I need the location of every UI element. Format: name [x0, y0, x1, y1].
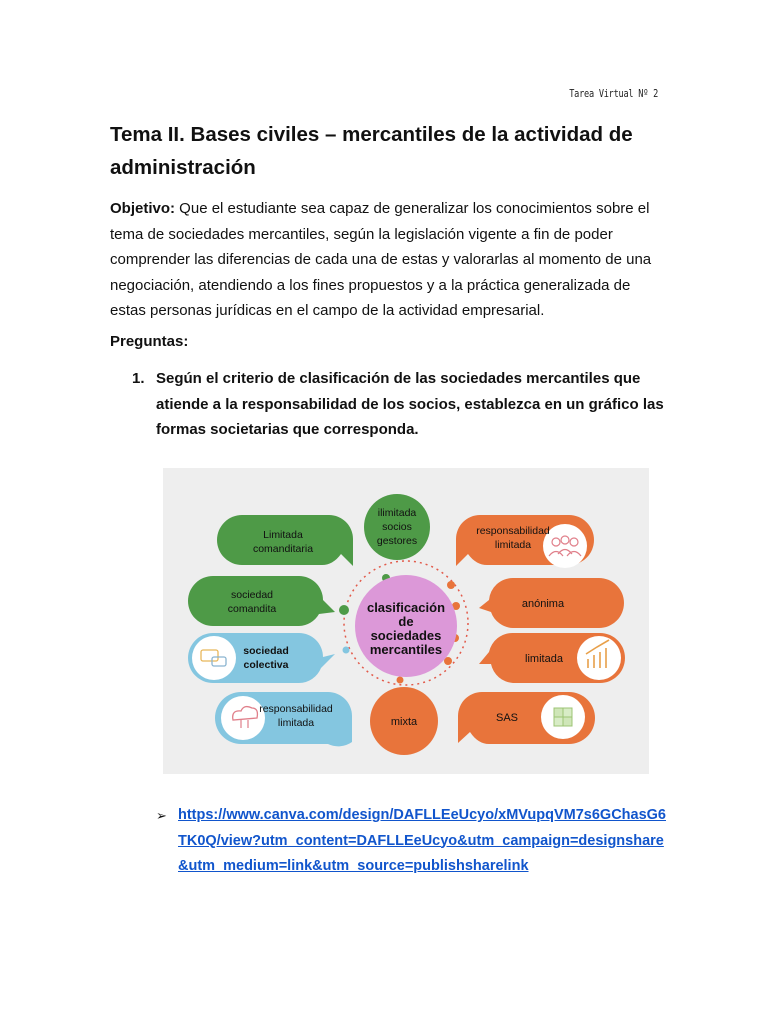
- canva-link-item: [156, 803, 666, 880]
- question-text: Según el criterio de clasificación de las sociedades mercantiles que atiende a la responsabilidad de los socios, establezca en un gráfico las formas societarias que corresponda.: [156, 370, 664, 438]
- objective-paragraph: [110, 196, 670, 324]
- center-label: de: [398, 614, 414, 629]
- questions-label: Preguntas:: [110, 333, 189, 350]
- puzzle-icon: [554, 717, 563, 726]
- left-bubble-2-label: sociedad: [230, 589, 274, 601]
- center-label: clasificación: [366, 600, 446, 615]
- left-bubble-2-label: comandita: [227, 603, 277, 615]
- left-bubble-3-icon-bg: [192, 636, 236, 680]
- right-bubble-1-label: limitada: [494, 539, 532, 551]
- right-bubble-3-icon-bg: [577, 636, 621, 680]
- top-bubble-label: socios: [382, 521, 412, 533]
- puzzle-icon: [563, 708, 572, 717]
- right-bubble-1-label: responsabilidad: [476, 525, 550, 537]
- left-bubble-3-label: colectiva: [243, 659, 289, 671]
- header-note: Tarea Virtual Nº 2: [569, 87, 658, 100]
- center-label: sociedades: [370, 628, 442, 643]
- objective-text: Que el estudiante sea capaz de generalizar los conocimientos sobre el tema de sociedades mercantiles, según la legislación vigente a fin de poder comprender las diferencias de cada una de estas y valorarlas al momento de una negociación, atendiendo a los fines propuestos y a la práctica generalizada de estas personas jurídicas en el campo de la actividad empresarial.: [110, 200, 652, 319]
- right-bubble-3-label: limitada: [525, 653, 563, 665]
- arrow-bullet-icon: ➢: [156, 808, 167, 823]
- page-title: Tema II. Bases civiles – mercantiles de la actividad de administración: [110, 123, 633, 179]
- left-bubble-2: [188, 576, 335, 626]
- question-number: 1.: [132, 370, 145, 387]
- right-bubble-2-label: anónima: [521, 598, 565, 610]
- bottom-bubble-label: mixta: [390, 716, 418, 728]
- ring-dot: [397, 677, 404, 684]
- left-bubble-4-label: limitada: [277, 717, 315, 729]
- ring-dot: [343, 647, 350, 654]
- left-bubble-1-label: Limitada: [263, 529, 303, 541]
- puzzle-icon: [563, 717, 572, 726]
- left-bubble-4-label: responsabilidad: [259, 703, 333, 715]
- classification-diagram: [163, 468, 649, 774]
- canva-design-link[interactable]: https://www.canva.com/design/DAFLLEeUcyo/xMVupqVM7s6GChasG6TK0Q/view?utm_content=DAFLLEeUcyo&utm_campaign=designshare&utm_medium=link&utm_source=publishsharelink: [178, 807, 666, 874]
- puzzle-icon: [554, 708, 563, 717]
- ring-dot: [339, 605, 349, 615]
- left-bubble-3-label: sociedad: [243, 645, 289, 657]
- ring-dot: [447, 581, 455, 589]
- objective-label: Objetivo:: [110, 200, 176, 217]
- top-bubble-label: ilimitada: [377, 507, 417, 519]
- left-bubble-1-label: comanditaria: [252, 543, 314, 555]
- question-item: [110, 366, 670, 443]
- center-label: mercantiles: [369, 642, 443, 657]
- top-bubble-label: gestores: [376, 535, 418, 547]
- right-bubble-4-label: SAS: [495, 712, 519, 724]
